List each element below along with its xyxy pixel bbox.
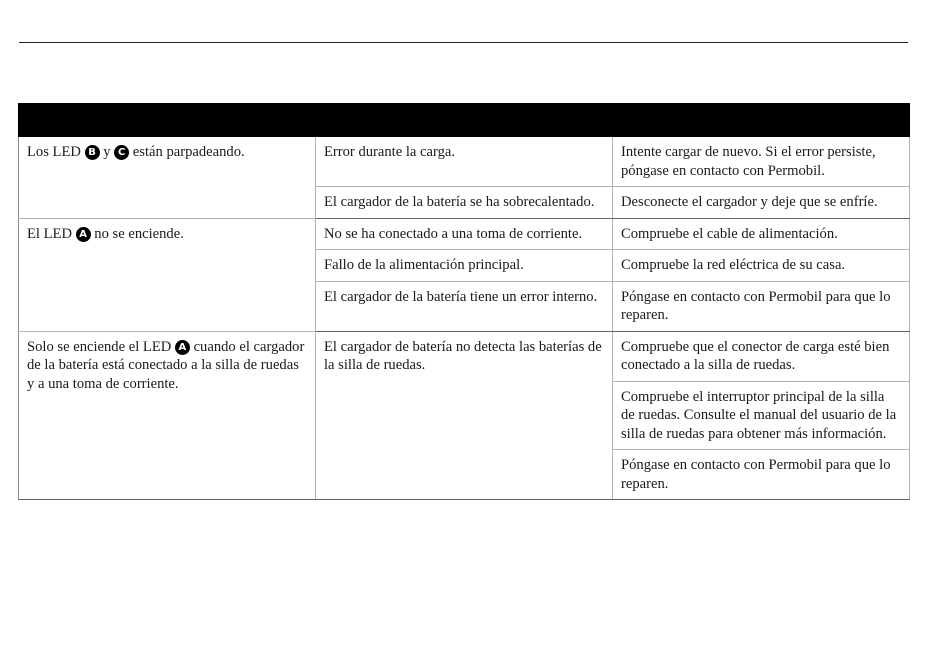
top-rule — [19, 42, 908, 43]
led-a-icon: A — [175, 340, 190, 355]
led-a-icon: A — [76, 227, 91, 242]
header-symptom — [19, 104, 316, 137]
cause-cell: Error durante la carga. — [316, 137, 613, 187]
action-cell: Desconecte el cargador y deje que se enfríe. — [613, 187, 910, 219]
cause-cell: Fallo de la alimentación principal. — [316, 250, 613, 282]
troubleshooting-table — [18, 103, 910, 500]
action-cell: Compruebe el cable de alimentación. — [613, 218, 910, 250]
table-header-row — [19, 104, 910, 137]
action-cell: Compruebe el interruptor principal de la silla de ruedas. Consulte el manual del usuario de la silla de ruedas para obtener más información. — [613, 381, 910, 450]
symptom-cell: El LED A no se enciende. — [19, 218, 316, 331]
symptom-cell: Los LED B y C están parpadeando. — [19, 137, 316, 219]
cause-cell: El cargador de batería no detecta las baterías de la silla de ruedas. — [316, 331, 613, 500]
cause-cell: No se ha conectado a una toma de corriente. — [316, 218, 613, 250]
action-cell: Compruebe que el conector de carga esté bien conectado a la silla de ruedas. — [613, 331, 910, 381]
led-b-icon: B — [85, 145, 100, 160]
header-action — [613, 104, 910, 137]
action-cell: Póngase en contacto con Permobil para que lo reparen. — [613, 450, 910, 500]
table-row — [19, 218, 910, 250]
cause-cell: El cargador de la batería tiene un error interno. — [316, 281, 613, 331]
action-cell: Póngase en contacto con Permobil para que lo reparen. — [613, 281, 910, 331]
table-row — [19, 331, 910, 381]
action-cell: Compruebe la red eléctrica de su casa. — [613, 250, 910, 282]
action-cell: Intente cargar de nuevo. Si el error persiste, póngase en contacto con Permobil. — [613, 137, 910, 187]
header-cause — [316, 104, 613, 137]
cause-cell: El cargador de la batería se ha sobrecalentado. — [316, 187, 613, 219]
symptom-cell: Solo se enciende el LED A cuando el cargador de la batería está conectado a la silla de ruedas y a una toma de corriente. — [19, 331, 316, 500]
table-row — [19, 137, 910, 187]
led-c-icon: C — [114, 145, 129, 160]
